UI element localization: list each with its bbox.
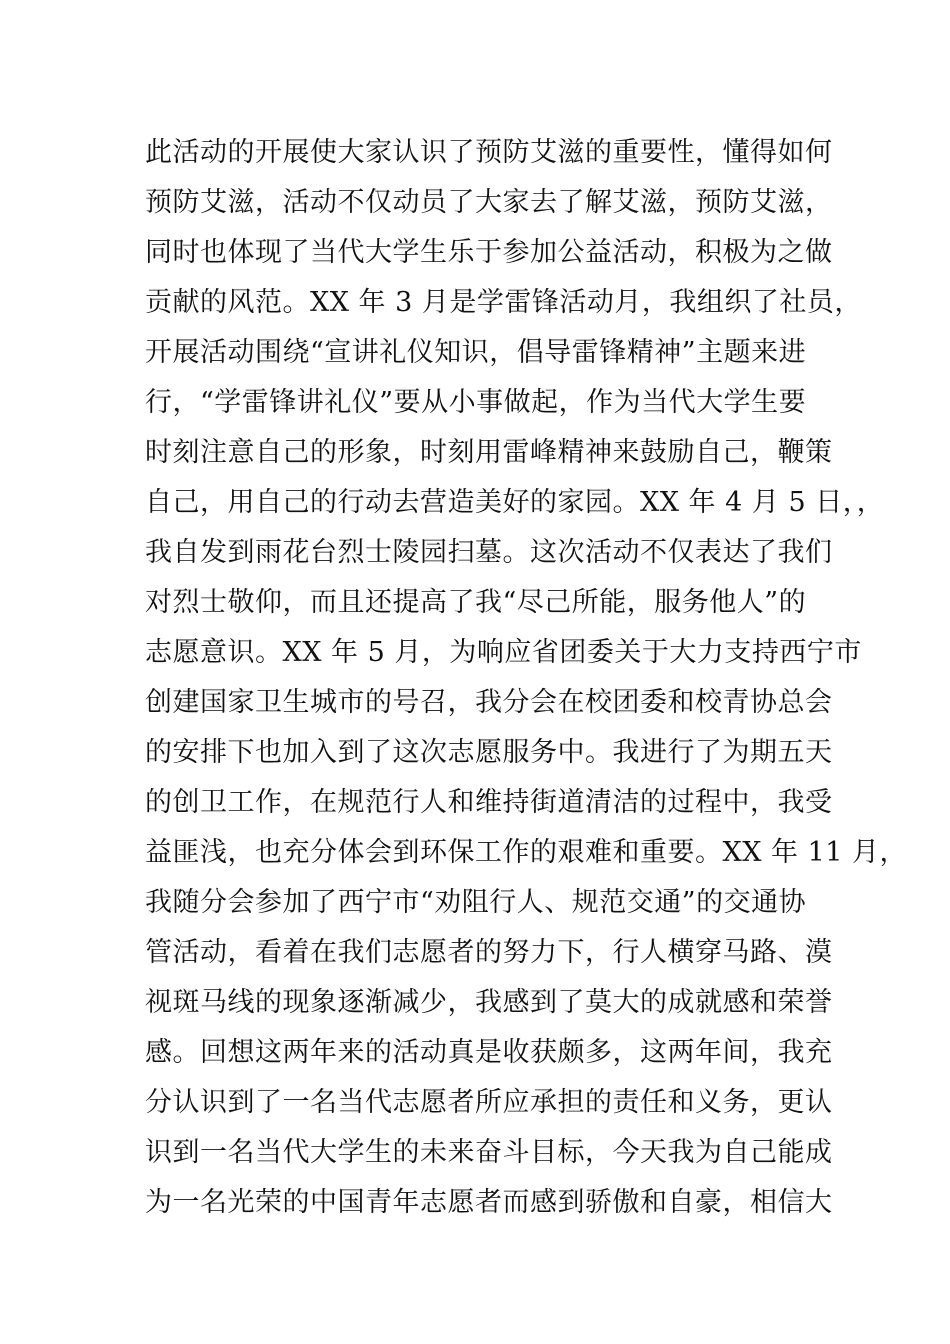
text-line-8: 自己，用自己的行动去营造美好的家园。XX 年 4 月 5 日，， xyxy=(145,487,885,518)
text-line-22: 为一名光荣的中国青年志愿者而感到骄傲和自豪，相信大 xyxy=(145,1187,833,1218)
text-line-11: 志愿意识。XX 年 5 月，为响应省团委关于大力支持西宁市 xyxy=(145,637,862,668)
text-line-1: 此活动的开展使大家认识了预防艾滋的重要性，懂得如何 xyxy=(145,137,833,168)
text-line-6: 行，“学雷锋讲礼仪”要从小事做起，作为当代大学生要 xyxy=(145,387,807,418)
text-line-16: 我随分会参加了西宁市“劝阻行人、规范交通”的交通协 xyxy=(145,887,807,918)
text-line-13: 的安排下也加入到了这次志愿服务中。我进行了为期五天 xyxy=(145,737,833,768)
text-line-20: 分认识到了一名当代志愿者所应承担的责任和义务，更认 xyxy=(145,1087,833,1118)
text-line-18: 视斑马线的现象逐渐减少，我感到了莫大的成就感和荣誉 xyxy=(145,987,833,1018)
body-paragraph xyxy=(145,128,908,1228)
text-line-9: 我自发到雨花台烈士陵园扫墓。这次活动不仅表达了我们 xyxy=(145,537,833,568)
text-line-19: 感。回想这两年来的活动真是收获颇多，这两年间，我充 xyxy=(145,1037,833,1068)
text-line-21: 识到一名当代大学生的未来奋斗目标，今天我为自己能成 xyxy=(145,1137,833,1168)
text-line-17: 管活动，看着在我们志愿者的努力下，行人横穿马路、漠 xyxy=(145,937,833,968)
text-line-14: 的创卫工作，在规范行人和维持街道清洁的过程中，我受 xyxy=(145,787,833,818)
text-line-3: 同时也体现了当代大学生乐于参加公益活动，积极为之做 xyxy=(145,237,833,268)
text-line-10: 对烈士敬仰，而且还提高了我“尽己所能，服务他人”的 xyxy=(145,587,807,618)
text-line-5: 开展活动围绕“宣讲礼仪知识，倡导雷锋精神”主题来进 xyxy=(145,337,807,368)
text-line-12: 创建国家卫生城市的号召，我分会在校团委和校青协总会 xyxy=(145,687,833,718)
text-line-2: 预防艾滋，活动不仅动员了大家去了解艾滋，预防艾滋， xyxy=(145,187,833,218)
text-line-15: 益匪浅，也充分体会到环保工作的艰难和重要。XX 年 11 月， xyxy=(145,837,908,868)
text-line-7: 时刻注意自己的形象，时刻用雷峰精神来鼓励自己，鞭策 xyxy=(145,437,833,468)
text-line-4: 贡献的风范。XX 年 3 月是学雷锋活动月，我组织了社员， xyxy=(145,287,862,318)
